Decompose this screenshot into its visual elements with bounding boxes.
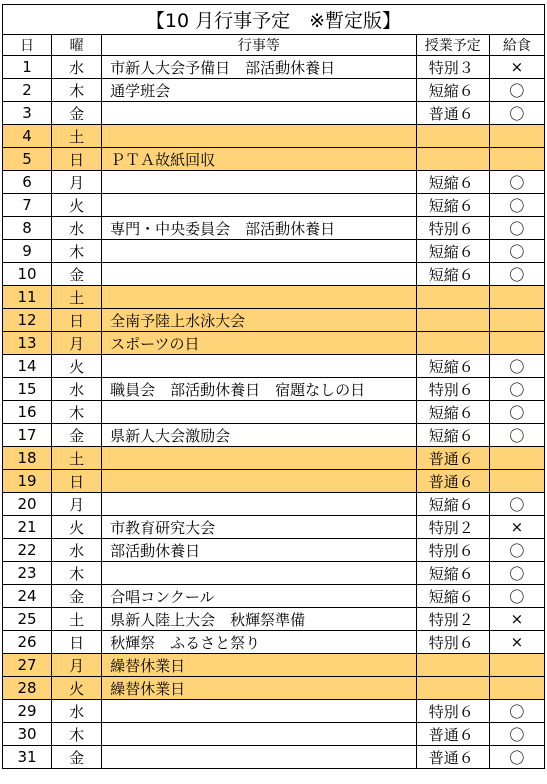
weekday-cell: 金 — [52, 585, 102, 608]
table-row — [3, 631, 545, 654]
header-day: 日 — [3, 35, 52, 56]
weekday-cell: 火 — [52, 355, 102, 378]
weekday-cell: 水 — [52, 56, 102, 79]
lesson-plan-cell — [416, 125, 489, 148]
lunch-cell: × — [489, 631, 544, 654]
weekday-cell: 月 — [52, 493, 102, 516]
lesson-plan-cell: 普通６ — [416, 723, 489, 746]
table-row — [3, 125, 545, 148]
schedule-table — [2, 4, 545, 769]
table-row — [3, 700, 545, 723]
event-cell — [102, 470, 417, 493]
event-cell — [102, 700, 417, 723]
weekday-cell: 金 — [52, 263, 102, 286]
table-row — [3, 171, 545, 194]
event-cell: 繰替休業日 — [102, 654, 417, 677]
day-cell: 15 — [3, 378, 52, 401]
table-row — [3, 539, 545, 562]
weekday-cell: 土 — [52, 125, 102, 148]
lunch-cell: 〇 — [489, 240, 544, 263]
lesson-plan-cell: 短縮６ — [416, 79, 489, 102]
table-row — [3, 401, 545, 424]
event-cell: ＰＴＡ故紙回収 — [102, 148, 417, 171]
table-row — [3, 102, 545, 125]
day-cell: 1 — [3, 56, 52, 79]
weekday-cell: 日 — [52, 631, 102, 654]
day-cell: 27 — [3, 654, 52, 677]
lunch-cell: 〇 — [489, 102, 544, 125]
weekday-cell: 木 — [52, 723, 102, 746]
lunch-cell — [489, 447, 544, 470]
day-cell: 28 — [3, 677, 52, 700]
lunch-cell: × — [489, 56, 544, 79]
day-cell: 8 — [3, 217, 52, 240]
lesson-plan-cell: 特別３ — [416, 56, 489, 79]
schedule-sheet — [2, 4, 545, 769]
day-cell: 10 — [3, 263, 52, 286]
weekday-cell: 金 — [52, 746, 102, 769]
table-row — [3, 562, 545, 585]
day-cell: 24 — [3, 585, 52, 608]
lesson-plan-cell: 特別２ — [416, 608, 489, 631]
event-cell — [102, 562, 417, 585]
weekday-cell: 日 — [52, 148, 102, 171]
lesson-plan-cell: 短縮６ — [416, 194, 489, 217]
event-cell: 繰替休業日 — [102, 677, 417, 700]
day-cell: 23 — [3, 562, 52, 585]
weekday-cell: 火 — [52, 677, 102, 700]
day-cell: 3 — [3, 102, 52, 125]
table-row — [3, 447, 545, 470]
lunch-cell — [489, 677, 544, 700]
lesson-plan-cell: 普通６ — [416, 470, 489, 493]
weekday-cell: 月 — [52, 654, 102, 677]
event-cell — [102, 194, 417, 217]
lunch-cell — [489, 332, 544, 355]
event-cell: 県新人陸上大会 秋輝祭準備 — [102, 608, 417, 631]
day-cell: 21 — [3, 516, 52, 539]
lunch-cell — [489, 470, 544, 493]
event-cell — [102, 263, 417, 286]
weekday-cell: 火 — [52, 516, 102, 539]
weekday-cell: 火 — [52, 194, 102, 217]
day-cell: 7 — [3, 194, 52, 217]
event-cell: 全南予陸上水泳大会 — [102, 309, 417, 332]
lesson-plan-cell: 特別６ — [416, 700, 489, 723]
event-cell: 市新人大会予備日 部活動休養日 — [102, 56, 417, 79]
lunch-cell: 〇 — [489, 424, 544, 447]
lunch-cell — [489, 309, 544, 332]
weekday-cell: 日 — [52, 309, 102, 332]
table-row — [3, 470, 545, 493]
event-cell: 合唱コンクール — [102, 585, 417, 608]
event-cell: 専門・中央委員会 部活動休養日 — [102, 217, 417, 240]
lesson-plan-cell — [416, 286, 489, 309]
table-row — [3, 424, 545, 447]
table-row — [3, 608, 545, 631]
event-cell: 県新人大会激励会 — [102, 424, 417, 447]
day-cell: 14 — [3, 355, 52, 378]
lunch-cell: 〇 — [489, 79, 544, 102]
event-cell — [102, 355, 417, 378]
event-cell — [102, 102, 417, 125]
event-cell: 職員会 部活動休養日 宿題なしの日 — [102, 378, 417, 401]
lesson-plan-cell: 短縮６ — [416, 240, 489, 263]
table-row — [3, 378, 545, 401]
lesson-plan-cell: 短縮６ — [416, 493, 489, 516]
header-event: 行事等 — [102, 35, 417, 56]
lunch-cell — [489, 125, 544, 148]
lesson-plan-cell — [416, 332, 489, 355]
weekday-cell: 木 — [52, 240, 102, 263]
lunch-cell: × — [489, 608, 544, 631]
table-row — [3, 723, 545, 746]
weekday-cell: 月 — [52, 171, 102, 194]
schedule-rows — [3, 56, 545, 769]
day-cell: 13 — [3, 332, 52, 355]
lunch-cell: 〇 — [489, 171, 544, 194]
lesson-plan-cell: 短縮６ — [416, 562, 489, 585]
lunch-cell — [489, 654, 544, 677]
day-cell: 17 — [3, 424, 52, 447]
table-row — [3, 493, 545, 516]
header-lunch: 給食 — [489, 35, 544, 56]
day-cell: 4 — [3, 125, 52, 148]
lesson-plan-cell: 短縮６ — [416, 263, 489, 286]
day-cell: 31 — [3, 746, 52, 769]
day-cell: 25 — [3, 608, 52, 631]
lunch-cell — [489, 286, 544, 309]
lunch-cell: 〇 — [489, 585, 544, 608]
lunch-cell — [489, 148, 544, 171]
event-cell: 部活動休養日 — [102, 539, 417, 562]
weekday-cell: 土 — [52, 447, 102, 470]
lunch-cell: 〇 — [489, 355, 544, 378]
day-cell: 30 — [3, 723, 52, 746]
lunch-cell: × — [489, 516, 544, 539]
weekday-cell: 金 — [52, 424, 102, 447]
weekday-cell: 土 — [52, 608, 102, 631]
event-cell — [102, 746, 417, 769]
table-row — [3, 654, 545, 677]
weekday-cell: 水 — [52, 378, 102, 401]
table-row — [3, 148, 545, 171]
day-cell: 29 — [3, 700, 52, 723]
weekday-cell: 土 — [52, 286, 102, 309]
table-row — [3, 585, 545, 608]
table-row — [3, 677, 545, 700]
lesson-plan-cell: 短縮６ — [416, 401, 489, 424]
table-row — [3, 355, 545, 378]
event-cell: 市教育研究大会 — [102, 516, 417, 539]
event-cell: 秋輝祭 ふるさと祭り — [102, 631, 417, 654]
table-row — [3, 746, 545, 769]
lesson-plan-cell: 特別２ — [416, 516, 489, 539]
day-cell: 18 — [3, 447, 52, 470]
lesson-plan-cell: 短縮６ — [416, 585, 489, 608]
lunch-cell: 〇 — [489, 562, 544, 585]
day-cell: 2 — [3, 79, 52, 102]
lunch-cell: 〇 — [489, 378, 544, 401]
event-cell — [102, 286, 417, 309]
event-cell — [102, 171, 417, 194]
lunch-cell: 〇 — [489, 723, 544, 746]
lunch-cell: 〇 — [489, 217, 544, 240]
table-row — [3, 263, 545, 286]
table-row — [3, 79, 545, 102]
weekday-cell: 木 — [52, 79, 102, 102]
lunch-cell: 〇 — [489, 493, 544, 516]
event-cell — [102, 125, 417, 148]
weekday-cell: 金 — [52, 102, 102, 125]
day-cell: 6 — [3, 171, 52, 194]
day-cell: 16 — [3, 401, 52, 424]
weekday-cell: 水 — [52, 700, 102, 723]
event-cell — [102, 723, 417, 746]
day-cell: 26 — [3, 631, 52, 654]
header-plan: 授業予定 — [416, 35, 489, 56]
weekday-cell: 水 — [52, 217, 102, 240]
weekday-cell: 水 — [52, 539, 102, 562]
day-cell: 5 — [3, 148, 52, 171]
lesson-plan-cell: 特別６ — [416, 217, 489, 240]
table-row — [3, 56, 545, 79]
lesson-plan-cell: 特別６ — [416, 539, 489, 562]
table-row — [3, 286, 545, 309]
event-cell — [102, 447, 417, 470]
weekday-cell: 木 — [52, 562, 102, 585]
table-header-row — [3, 35, 545, 56]
day-cell: 12 — [3, 309, 52, 332]
lesson-plan-cell — [416, 677, 489, 700]
weekday-cell: 日 — [52, 470, 102, 493]
header-weekday: 曜 — [52, 35, 102, 56]
lesson-plan-cell: 特別６ — [416, 631, 489, 654]
lunch-cell: 〇 — [489, 263, 544, 286]
table-row — [3, 217, 545, 240]
lesson-plan-cell: 普通６ — [416, 447, 489, 470]
weekday-cell: 月 — [52, 332, 102, 355]
event-cell: スポーツの日 — [102, 332, 417, 355]
lesson-plan-cell: 短縮６ — [416, 171, 489, 194]
lesson-plan-cell: 短縮６ — [416, 424, 489, 447]
lunch-cell: 〇 — [489, 746, 544, 769]
day-cell: 9 — [3, 240, 52, 263]
lesson-plan-cell: 短縮６ — [416, 355, 489, 378]
lesson-plan-cell — [416, 309, 489, 332]
lesson-plan-cell: 普通６ — [416, 746, 489, 769]
lunch-cell: 〇 — [489, 700, 544, 723]
lesson-plan-cell: 特別６ — [416, 378, 489, 401]
table-row — [3, 332, 545, 355]
lunch-cell: 〇 — [489, 401, 544, 424]
table-row — [3, 516, 545, 539]
event-cell — [102, 493, 417, 516]
event-cell: 通学班会 — [102, 79, 417, 102]
table-row — [3, 240, 545, 263]
lunch-cell: 〇 — [489, 539, 544, 562]
table-row — [3, 309, 545, 332]
day-cell: 11 — [3, 286, 52, 309]
lunch-cell: 〇 — [489, 194, 544, 217]
day-cell: 19 — [3, 470, 52, 493]
lesson-plan-cell — [416, 148, 489, 171]
day-cell: 20 — [3, 493, 52, 516]
event-cell — [102, 401, 417, 424]
day-cell: 22 — [3, 539, 52, 562]
lesson-plan-cell — [416, 654, 489, 677]
weekday-cell: 木 — [52, 401, 102, 424]
lesson-plan-cell: 普通６ — [416, 102, 489, 125]
event-cell — [102, 240, 417, 263]
table-row — [3, 194, 545, 217]
page-title: 【10 月行事予定 ※暫定版】 — [3, 5, 545, 35]
